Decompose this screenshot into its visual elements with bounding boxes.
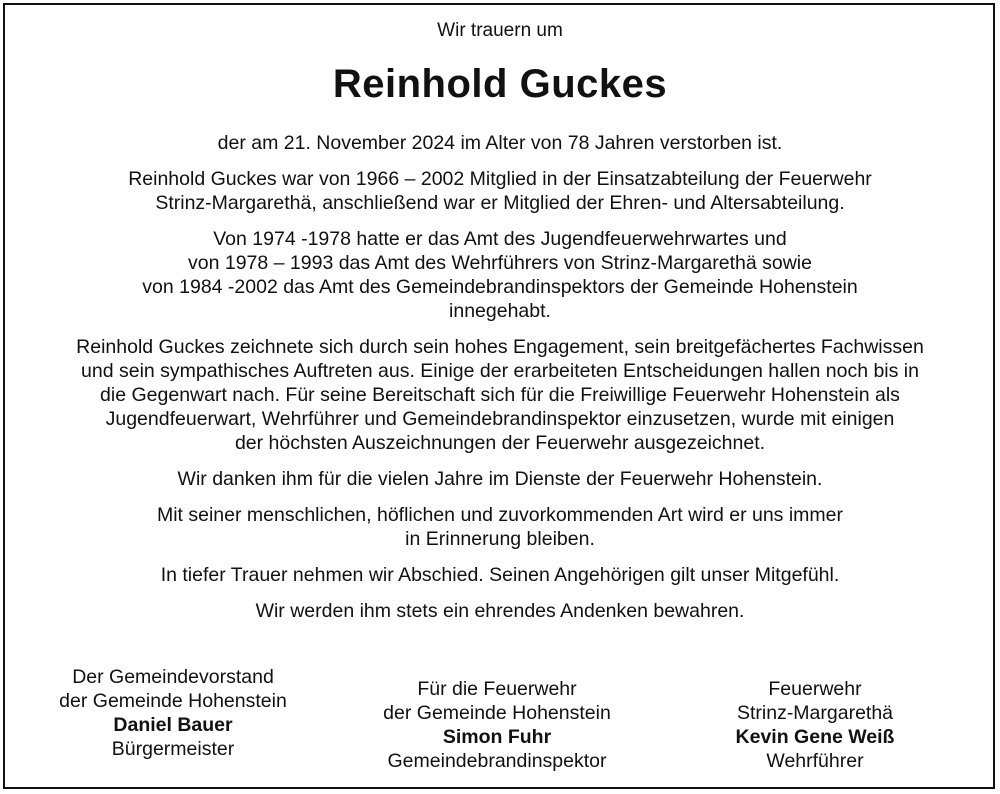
- deceased-name: Reinhold Guckes: [332, 62, 668, 106]
- signatory-name: Kevin Gene Weiß: [735, 726, 895, 748]
- signatory-name: Daniel Bauer: [113, 714, 233, 736]
- closing-paragraph: Wir werden ihm stets ein ehrendes Andenken bewahren.: [255, 600, 745, 622]
- offices-paragraph: Von 1974 -1978 hatte er das Amt des Jugendfeuerwehrwartes und von 1978 – 1993 das Amt des Wehrführers von Strinz-Margarethä sowie von 1984 -2002 das Amt des Gemeindebrandinspektors der Gemeinde Hohenstein innegehabt.: [142, 228, 858, 322]
- signatory-role: Wehrführer: [766, 750, 864, 772]
- signatory-name: Simon Fuhr: [442, 726, 552, 748]
- signature-org-line: Feuerwehr: [768, 678, 862, 700]
- signature-block-local-brigade: [655, 677, 975, 773]
- intro-line: Wir trauern um: [437, 20, 563, 41]
- signature-org-line: der Gemeinde Hohenstein: [383, 702, 611, 724]
- death-statement: der am 21. November 2024 im Alter von 78 Jahren verstorben ist.: [217, 132, 783, 154]
- notice-body: [20, 131, 980, 635]
- tribute-paragraph: Reinhold Guckes zeichnete sich durch sein hohes Engagement, sein breitgefächertes Fachwissen und sein sympathisches Auftreten aus. Einige der erarbeiteten Entscheidungen hallen noch bis in die Gegenwart nach. Für seine Bereitschaft sich für die Freiwillige Feuerwehr Hohenstein als Jugendfeuerwart, Wehrführer und Gemeindebrandinspektor einzusetzen, wurde mit einigen der höchsten Auszeichnungen der Feuerwehr ausgezeichnet.: [76, 336, 924, 454]
- memory-paragraph: Mit seiner menschlichen, höflichen und zuvorkommenden Art wird er uns immer in Erinnerung bleiben.: [156, 504, 844, 550]
- signatory-role: Gemeindebrandinspektor: [387, 750, 607, 772]
- membership-paragraph: Reinhold Guckes war von 1966 – 2002 Mitglied in der Einsatzabteilung der Feuerwehr Strinz-Margarethä, anschließend war er Mitglied der Ehren- und Altersabteilung.: [128, 168, 872, 214]
- signature-org-line: der Gemeinde Hohenstein: [59, 690, 287, 712]
- signature-org-line: Strinz-Margarethä: [736, 702, 894, 724]
- signature-block-municipality: [13, 665, 333, 761]
- signature-block-fire-department: [337, 677, 657, 773]
- thanks-paragraph: Wir danken ihm für die vielen Jahre im Dienste der Feuerwehr Hohenstein.: [177, 468, 823, 490]
- signature-org-line: Der Gemeindevorstand: [72, 666, 274, 688]
- condolence-paragraph: In tiefer Trauer nehmen wir Abschied. Seinen Angehörigen gilt unser Mitgefühl.: [160, 564, 840, 586]
- signature-org-line: Für die Feuerwehr: [417, 678, 577, 700]
- signatory-role: Bürgermeister: [111, 738, 235, 760]
